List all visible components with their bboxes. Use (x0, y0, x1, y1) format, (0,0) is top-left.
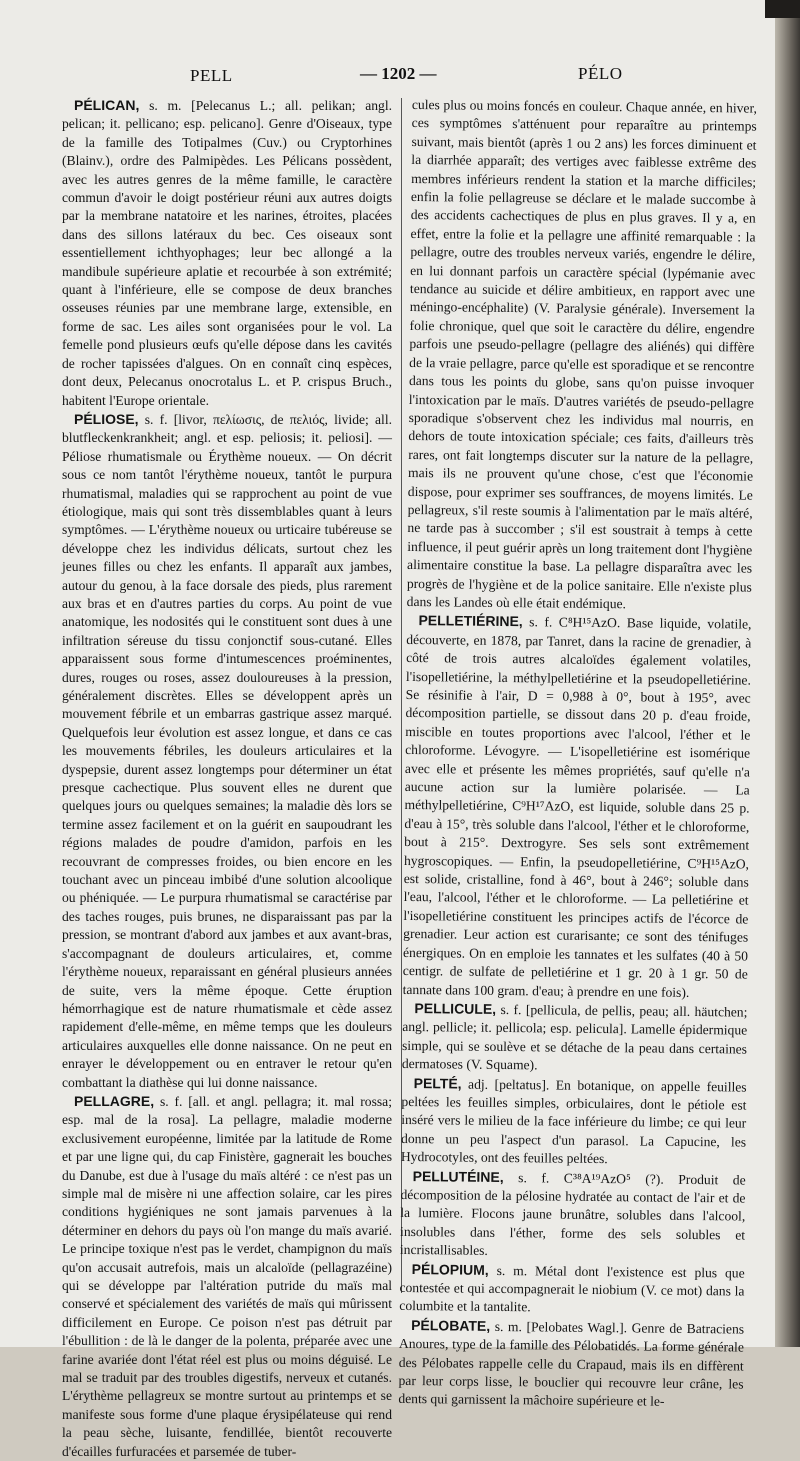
headword: PELTÉ, (413, 1074, 462, 1092)
headword: PELLAGRE, (74, 1092, 155, 1109)
entry-body: s. f. [livor, πελίωσις, de πελιός, livide; all. blutfleckenkrankheit; angl. et esp. peliosis; it. peliosi]. — Péliose rhumatismale ou Érythème noueux. — On décrit sous ce nom tantôt l'érythème noueux, tantôt le purpura rhumatismal, maladies qui se rapprochent au point de vue étiologique, mais qui sont très dissemblables quant à leurs symptômes. — L'érythème noueux ou urticaire tubéreuse se développe chez les individus délicats, surtout chez les jeunes filles ou chez les enfants. Il apparaît aux jambes, autour du genou, à la face dorsale des pieds, plus rarement aux bras et en d'autres parties du corps. Au point de vue anatomique, les nodosités qui le constituent sont dues à une infiltration séreuse du tissu conjonctif sous-cutané. Elles apparaissent sous forme d'intumescences proéminentes, dures, rouges ou roses, assez douloureuses à la pression, généralement discrètes. Elles se développent après un mouvement fébrile et un embarras gastrique assez marqué. Quelquefois leur évolution est assez longue, et dans ce cas les mouvements fébriles, les douleurs articulaires et la dyspepsie, durent assez longtemps pour déterminer un état presque cachectique. Plus souvent elles ne durent que quelques jours ou quelques semaines; la maladie dès lors se termine assez facilement et on la guérit en saupoudrant les régions malades de poudre d'amidon, parfois en les recouvrant de compresses froides, ou bien encore en les touchant avec un pinceau imbibé d'une solution alcoolique ou phéniquée. — Le purpura rhumatismal se caractérise par des taches rouges, puis brunes, ne disparaissant pas par la pression, se montrant d'abord aux jambes et aux avant-bras, s'accompagnant de douleurs articulaires, et, comme l'érythème noueux, reparaissant en général plusieurs années de suite, vers la même époque. Cette éruption hémorrhagique est de nature rhumatismale et cède assez rapidement d'elle-même, en même temps que les douleurs articulaires auxquelles elle donne naissance. On ne peut en enrayer le développement ou en entraver le retour qu'en combattant la diathèse qui lui donne naissance. (62, 411, 392, 1090)
entry-pellagre-continued (407, 96, 757, 615)
headword: PÉLOPIUM, (411, 1260, 489, 1278)
entry-pelopium (399, 1260, 745, 1320)
entry-body: s. f. C³⁸A¹⁹AzO⁵ (?). Produit de décomposition de la pélosine hydratée au contact de l'air et de la lumière. Flocons jaune brunâtre, solubles dans l'alcool, insolubles dans l'éther, forme des sels solubles et incristallisables. (399, 1169, 746, 1259)
headword: PÉLICAN, (74, 97, 140, 113)
headword: PÉLOBATE, (411, 1316, 491, 1334)
entry-body: s. f. C⁸H¹⁵AzO. Base liquide, volatile, découverte, en 1878, par Tanret, dans la racine de grenadier, à côté de trois autres alcaloïdes également volatiles, l'isopelletiérine, la méthylpelletiérine et la pseudopelletiérine. Se résinifie à l'air, D = 0,988 à 0°, bout à 195°, avec décomposition partielle, se dissout dans 20 p. d'eau froide, miscible en toutes proportions avec l'alcool, l'éther et le chloroforme. Lévogyre. — L'isopelletiérine est isomérique avec elle et présente les mêmes propriétés, sauf qu'elle n'a aucune action sur la lumière polarisée. — La méthylpelletiérine, C⁹H¹⁷AzO, est liquide, soluble dans 25 p. d'eau à 15°, très soluble dans l'alcool, l'éther et le chloroforme, bout à 215°. Dextrogyre. Ses sels sont extrêmement hygroscopiques. — Enfin, la pseudopelletiérine, C⁹H¹⁵AzO, est solide, cristalline, fond à 46°, bout à 246°; soluble dans l'eau, l'alcool, l'éther et le chloroforme. — La pelletiérine et l'isopelletiérine constituent les principes actifs de l'écorce de grenadier. Leur action est curarisante; ce sont des ténifuges énergiques. On en emploie les tannates et les sulfates (40 à 50 centigr. de sulfate de pelletiérine et 1 gr. 20 à 1 gr. 50 de tannate dans 100 gram. d'eau; à prendre en une fois). (402, 614, 752, 1000)
page-header (0, 64, 775, 90)
entry-body: adj. [peltatus]. En botanique, on appelle feuilles peltées les feuilles simples, orbiculaires, dont le pétiole est inséré vers le milieu de la face inférieure du limbe; ce qui leur donne un peu l'aspect d'un parasol. La Capucine, les Hydrocotyles, ont des feuilles peltées. (400, 1076, 747, 1167)
headword: PELLUTÉINE, (412, 1167, 504, 1185)
headword: PÉLIOSE, (74, 410, 139, 427)
entry-pelte (401, 1073, 747, 1170)
entry-body: s. m. [Pelobates Wagl.]. Genre de Batraciens Anoures, type de la famille des Pélobatidés. La forme générale des Pélobates rappelle celle du Crapaud, mais ils en diffèrent par leur corps lisse, le bouclier qui recouvre leur crâne, les dents qui garnissent la mâchoire supérieure et le- (398, 1318, 745, 1410)
entry-pelletierine (403, 611, 752, 1002)
entry-body: s. m. Métal dont l'existence est plus que contestée et qui accompagnerait le niobium (V. ce mot) dans la columbite et la tantalite. (399, 1262, 745, 1315)
entry-peliose (62, 410, 392, 1092)
running-head-right: PÉLO (578, 64, 623, 83)
left-column (62, 96, 392, 1459)
entry-body: cules plus ou moins foncés en couleur. Chaque année, en hiver, ces symptômes s'atténuent pour reparaître au printemps suivant, mais bientôt (après 1 ou 2 ans) les forces diminuent et la diarrhée apparaît; des vertiges avec faiblesse extrême des membres inférieurs rendent la station et la marche difficiles; enfin la folie pellagreuse se déclare et le malade succombe à des accidents cachectiques de plus en plus graves. Il y a, en effet, entre la folie et la pellagre une affinité remarquable : la pellagre, outre des troubles nerveux variés, engendre le délire, en lui donnant parfois un caractère spécial (lypémanie avec tendance au suicide et délire ambitieux, en rapport avec une méningo-encéphalite) (V. Paralysie générale). Inversement la folie chronique, quel que soit le caractère du délire, engendre parfois une pseudo-pellagre (pellagre des aliénés) qui diffère de la vraie pellagre, parce qu'elle est sporadique et se rencontre dans tous les points du globe, sans qu'on puisse invoquer l'intoxication par le maïs. D'autres variétés de pseudo-pellagre sporadique s'observent chez les individus mal nourris, en dehors de toute intoxication spéciale; ces faits, d'ailleurs très rares, ont fait longtemps discuter sur la nature de la pellagre, mais ils ne prouvent qu'une chose, c'est que l'économie dispose, pour exprimer ses souffrances, de moyens limités. Le pellagreux, s'il reste soumis à l'alimentation par le maïs altéré, ne tarde pas à succomber ; s'il est soustrait à temps à cette influence, il peut guérir après un long traitement dont l'hygiène alimentaire constitue la base. La pellagre disparaîtra avec les progrès de l'hygiène et de la police sanitaire. Elle n'existe plus dans les Landes où elle était endémique. (406, 96, 757, 612)
entry-body: s. m. [Pelecanus L.; all. pelikan; angl. pelican; it. pellicano; esp. pelicano]. Genre d'Oiseaux, type de la famille des Totipalmes (Cuv.) ou Cryptorhines (Blainv.), ordre des Palmipèdes. Les Pélicans possèdent, avec les autres genres de la même famille, le caractère commun d'avoir le doigt postérieur réuni aux autres doigts par la membrane natatoire et les narines, étroites, placées dans des sillons latéraux du bec. Ces oiseaux sont essentiellement ichthyophages; leur bec allongé a la mandibule supérieure aplatie et recourbée à son extrémité; quant à l'inférieure, elle se compose de deux branches osseuses réunies par une membrane large, extensible, en forme de sac. Les ailes sont organisées pour le vol. La femelle pond plusieurs œufs qu'elle dépose dans les cavités de rocher tapissées d'algues. On en connaît cinq espèces, dont deux, Pelecanus onocrotalus L. et P. crispus Bruch., habitent l'Europe orientale. (62, 98, 392, 408)
entry-pelobate (398, 1316, 744, 1413)
book-spine-edge (775, 0, 800, 1347)
right-column (398, 96, 757, 1410)
headword: PELLICULE, (414, 999, 497, 1017)
entry-pellicule (402, 999, 748, 1077)
headword: PELLETIÉRINE, (418, 612, 523, 630)
entry-pelluteine (400, 1167, 746, 1264)
entry-pellagre (62, 1092, 392, 1461)
page-number: — 1202 — (360, 64, 437, 83)
entry-pelican (62, 96, 392, 410)
running-head-left: PELL (190, 66, 233, 85)
entry-body: s. f. [pellicula, de pellis, peau; all. häutchen; angl. pellicle; it. pellicola; esp. pelicula]. Lamelle épidermique simple, qui se soulève et se détache de la peau dans certaines dermatoses (V. Squame). (401, 1001, 748, 1073)
entry-body: s. f. [all. et angl. pellagra; it. mal rossa; esp. mal de la rosa]. La pellagre, maladie moderne exclusivement européenne, limitée par la latitude de Rome et par une ligne qui, du cap Finistère, gagnerait les bouches du Danube, est due à l'usage du maïs altéré : ce n'est pas un simple mal de misère ni une affection solaire, car les pires conditions hygiéniques ne sont jamais parvenues à la déterminer en dehors du pays où l'on mange du maïs avarié. Le principe toxique n'est pas le verdet, champignon du maïs qu'on accusait autrefois, mais un alcaloïde (pellagrazéine) qui se développe par l'altération putride du maïs mal conservé et spécialement des variétés de maïs qui mûrissent difficilement en Europe. Ce poison n'est pas détruit par l'ébullition : de là le danger de la polenta, préparée avec une farine avariée dont l'état réel est plus ou moins déguisé. Le mal se traduit par des troubles digestifs, nerveux et cutanés. L'érythème pellagreux se montre surtout au printemps et se manifeste sous forme d'une plaque érysipélateuse qui rend la peau sèche, luisante, fendillée, bientôt recouverte d'écailles furfuracées et parsemée de tuber- (62, 1093, 392, 1459)
book-corner-shadow (765, 0, 800, 18)
